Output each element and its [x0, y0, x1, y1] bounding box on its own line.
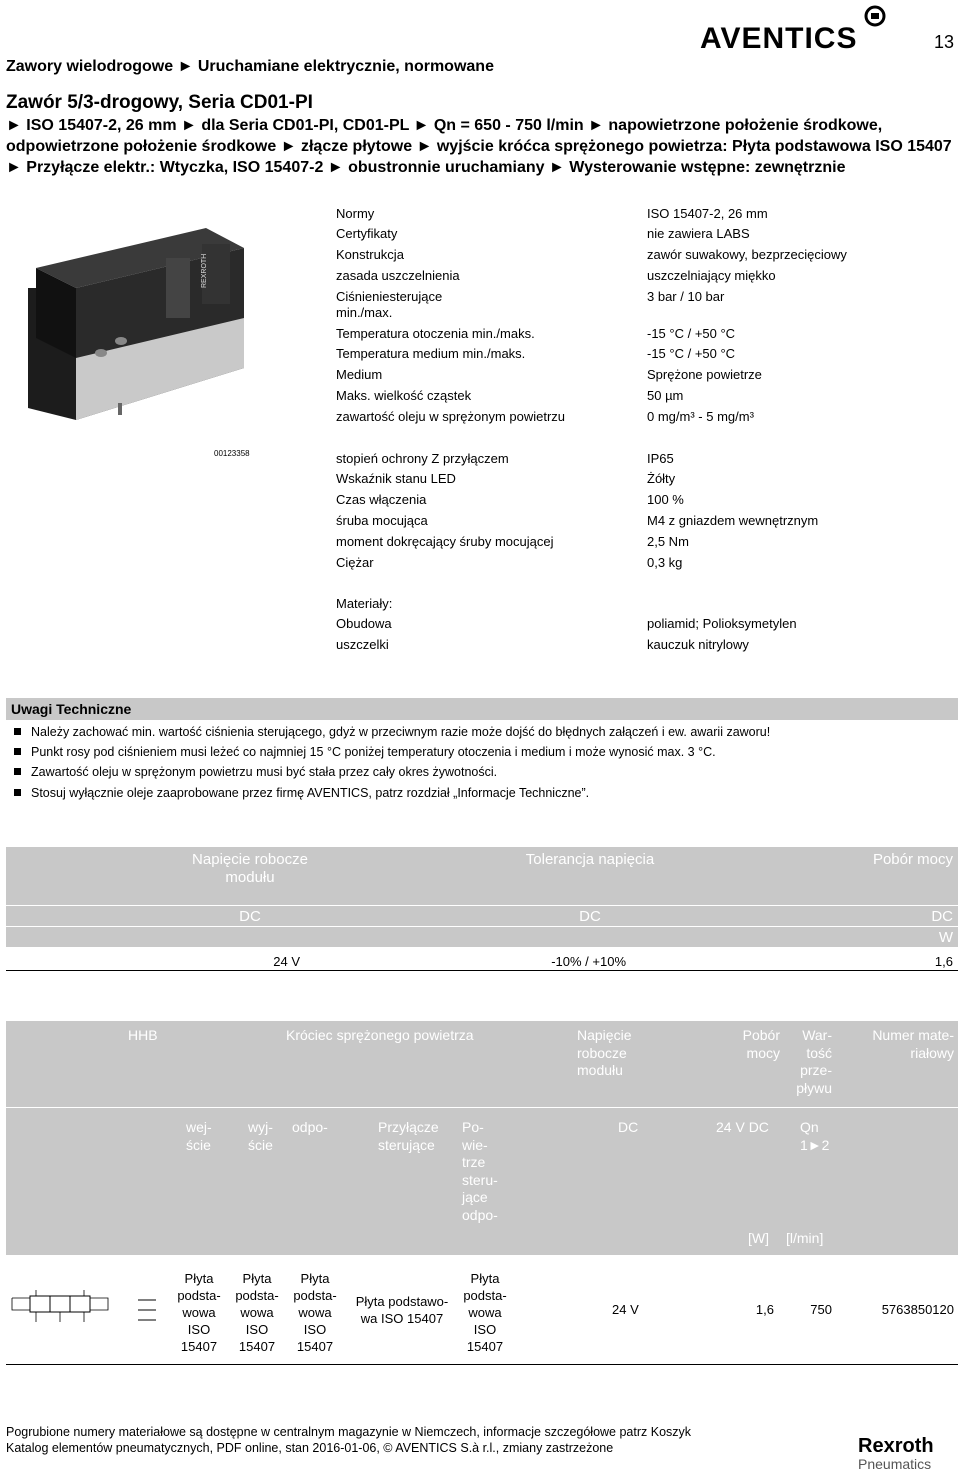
rexroth-logo: Rexroth [858, 1435, 934, 1457]
bullet-icon [14, 728, 21, 735]
col-exhaust: odpo- [292, 1119, 328, 1135]
unit-dc: DC [618, 1119, 639, 1135]
col-pilot-exhaust: Po- wie- trze steru- jące odpo- [462, 1119, 498, 1223]
table-cell: Płyta podsta- wowa ISO 15407 [293, 1271, 337, 1354]
bullet-icon [14, 789, 21, 796]
divider [6, 1107, 958, 1108]
unit-qn: Qn 1►2 [800, 1119, 830, 1153]
col-flow: War- tość prze- pływu [796, 1027, 832, 1096]
spec-row: śruba mocująca M4 z gniazdem wewnętrznym [336, 513, 819, 528]
svg-text:REXROTH: REXROTH [201, 253, 208, 288]
table-cell: -10% / +10% [551, 954, 626, 969]
table-cell: 750 [810, 1302, 832, 1317]
spec-row: uszczelki kauczuk nitrylowy [336, 637, 749, 652]
footer-note: Pogrubione numery materiałowe są dostępne w centralnym magazynie w Niemczech, informacje szczegółowe patrz Koszyk [6, 1425, 692, 1439]
table-cell: Płyta podstawo- wa ISO 15407 [355, 1294, 449, 1326]
spec-row: Maks. wielkość cząstek 50 µm [336, 388, 684, 403]
materials-heading: Materiały: [336, 596, 393, 611]
spec-row: Wskaźnik stanu LED Żółty [336, 471, 676, 486]
spec-row: Obudowa poliamid; Polioksymetylen [336, 616, 797, 631]
col-part-number: Numer mate- riałowy [872, 1027, 954, 1061]
col-power: Pobór mocy [742, 1027, 780, 1061]
spec-row: Temperatura medium min./maks. -15 °C / +50 °C [336, 346, 736, 361]
bullet-icon [14, 748, 21, 755]
table-cell: Płyta podsta- wowa ISO 15407 [177, 1271, 221, 1354]
bullet-icon [14, 768, 21, 775]
electrical-table-header [6, 847, 958, 947]
unit-dc: DC [239, 908, 261, 925]
unit-dc: DC [579, 908, 601, 925]
col-voltage: Napięcie robocze modułu [577, 1027, 632, 1078]
svg-text:AVENTICS: AVENTICS [700, 22, 858, 52]
spec-row: Czas włączenia 100 % [336, 492, 684, 507]
image-code: 00123358 [214, 449, 250, 458]
col-voltage: Napięcie robocze modułu [192, 851, 308, 886]
spec-row: zasada uszczelnienia uszczelniający miękko [336, 268, 776, 283]
spec-row: Konstrukcja zawór suwakowy, bezprzecięciowy [336, 247, 847, 262]
unit-w: W [938, 929, 953, 946]
spec-row: Certyfikaty nie zawiera LABS [336, 226, 750, 241]
page-number: 13 [933, 32, 954, 52]
spec-row: Medium Sprężone powietrze [336, 367, 762, 382]
unit-24vdc: 24 V DC [716, 1119, 769, 1135]
footer-copyright: Katalog elementów pneumatycznych, PDF online, stan 2016-01-06, © AVENTICS S.à r.l., zmiany zastrzeżone [6, 1441, 614, 1455]
unit-lmin: [l/min] [786, 1230, 824, 1246]
spec-row: Ciężar 0,3 kg [336, 555, 683, 570]
col-hhb: HHB [128, 1027, 158, 1043]
table-bottom-rule [6, 1364, 958, 1365]
note-item: Stosuj wyłącznie oleje zaaprobowane przez firmę AVENTICS, patrz rozdział „Informacje Techniczne”. [14, 786, 589, 800]
spec-row: Normy ISO 15407-2, 26 mm [336, 206, 768, 221]
aventics-logo [700, 4, 886, 52]
table-cell: 1,6 [934, 954, 953, 969]
page-title: Zawór 5/3-drogowy, Seria CD01-PI [6, 92, 313, 113]
col-tolerance: Tolerancja napięcia [525, 851, 655, 868]
spec-row: zawartość oleju w sprężonym powietrzu 0 mg/m³ - 5 mg/m³ [336, 409, 754, 424]
table-cell: Płyta podsta- wowa ISO 15407 [463, 1271, 507, 1354]
col-port: Króciec sprężonego powietrza [286, 1027, 474, 1043]
table-cell: Płyta podsta- wowa ISO 15407 [235, 1271, 279, 1354]
table-cell: 24 V [273, 954, 300, 969]
note-item: Punkt rosy pod ciśnieniem musi leżeć co najmniej 15 °C poniżej temperatury otoczenia i medium i może wynosić max. 3 °C. [14, 745, 716, 759]
pneumatics-label: Pneumatics [858, 1456, 932, 1472]
note-item: Należy zachować min. wartość ciśnienia sterującego, gdyż w przeciwnym razie może dojść do błędnych załączeń i ew. awarii zaworu! [14, 725, 770, 739]
unit-dc: DC [931, 908, 953, 925]
spec-row: Temperatura otoczenia min./maks. -15 °C / +50 °C [336, 326, 736, 341]
table-cell: 24 V [612, 1302, 639, 1317]
category-breadcrumb: Zawory wielodrogowe ► Uruchamiane elektrycznie, normowane [6, 58, 494, 75]
table-cell: 1,6 [755, 1302, 774, 1317]
col-power: Pobór mocy [872, 851, 953, 868]
col-inlet: wej- ście [186, 1119, 212, 1153]
product-summary: ► ISO 15407-2, 26 mm ► dla Seria CD01-PI, CD01-PL ► Qn = 650 - 750 l/min ► napowietrzone położenie środkowe, odpowietrzone położenie środkowe ► złącze płytowe ► wyjście króćca sprężonego powietrza: Płyta podstawowa ISO 15407 ► Przyłącze elektr.: Wtyczka, ISO 15407-2 ► obustronnie uruchamiany ► Wysterowanie wstępne: zewnętrznie [6, 117, 952, 176]
unit-w: [W] [748, 1230, 769, 1246]
note-item: Zawartość oleju w sprężonym powietrzu musi być stała przez cały okres żywotności. [14, 765, 497, 779]
spec-row: stopień ochrony Z przyłączem IP65 [336, 451, 674, 466]
col-outlet: wyj- ście [248, 1119, 273, 1153]
valve-product-image [6, 208, 254, 440]
divider [6, 926, 958, 927]
spec-row: Ciśnieniesterujące min./max. 3 bar / 10 bar [336, 289, 725, 320]
part-number: 5763850120 [881, 1302, 954, 1317]
valve-symbol-icon [10, 1288, 110, 1328]
technical-notes-heading: Uwagi Techniczne [6, 698, 958, 720]
port-symbol-icon [138, 1296, 156, 1326]
spec-row: moment dokręcający śruby mocującej 2,5 Nm [336, 534, 689, 549]
col-pilot-connection: Przyłącze sterujące [378, 1119, 439, 1153]
divider [6, 905, 958, 906]
table-bottom-rule [6, 970, 958, 971]
